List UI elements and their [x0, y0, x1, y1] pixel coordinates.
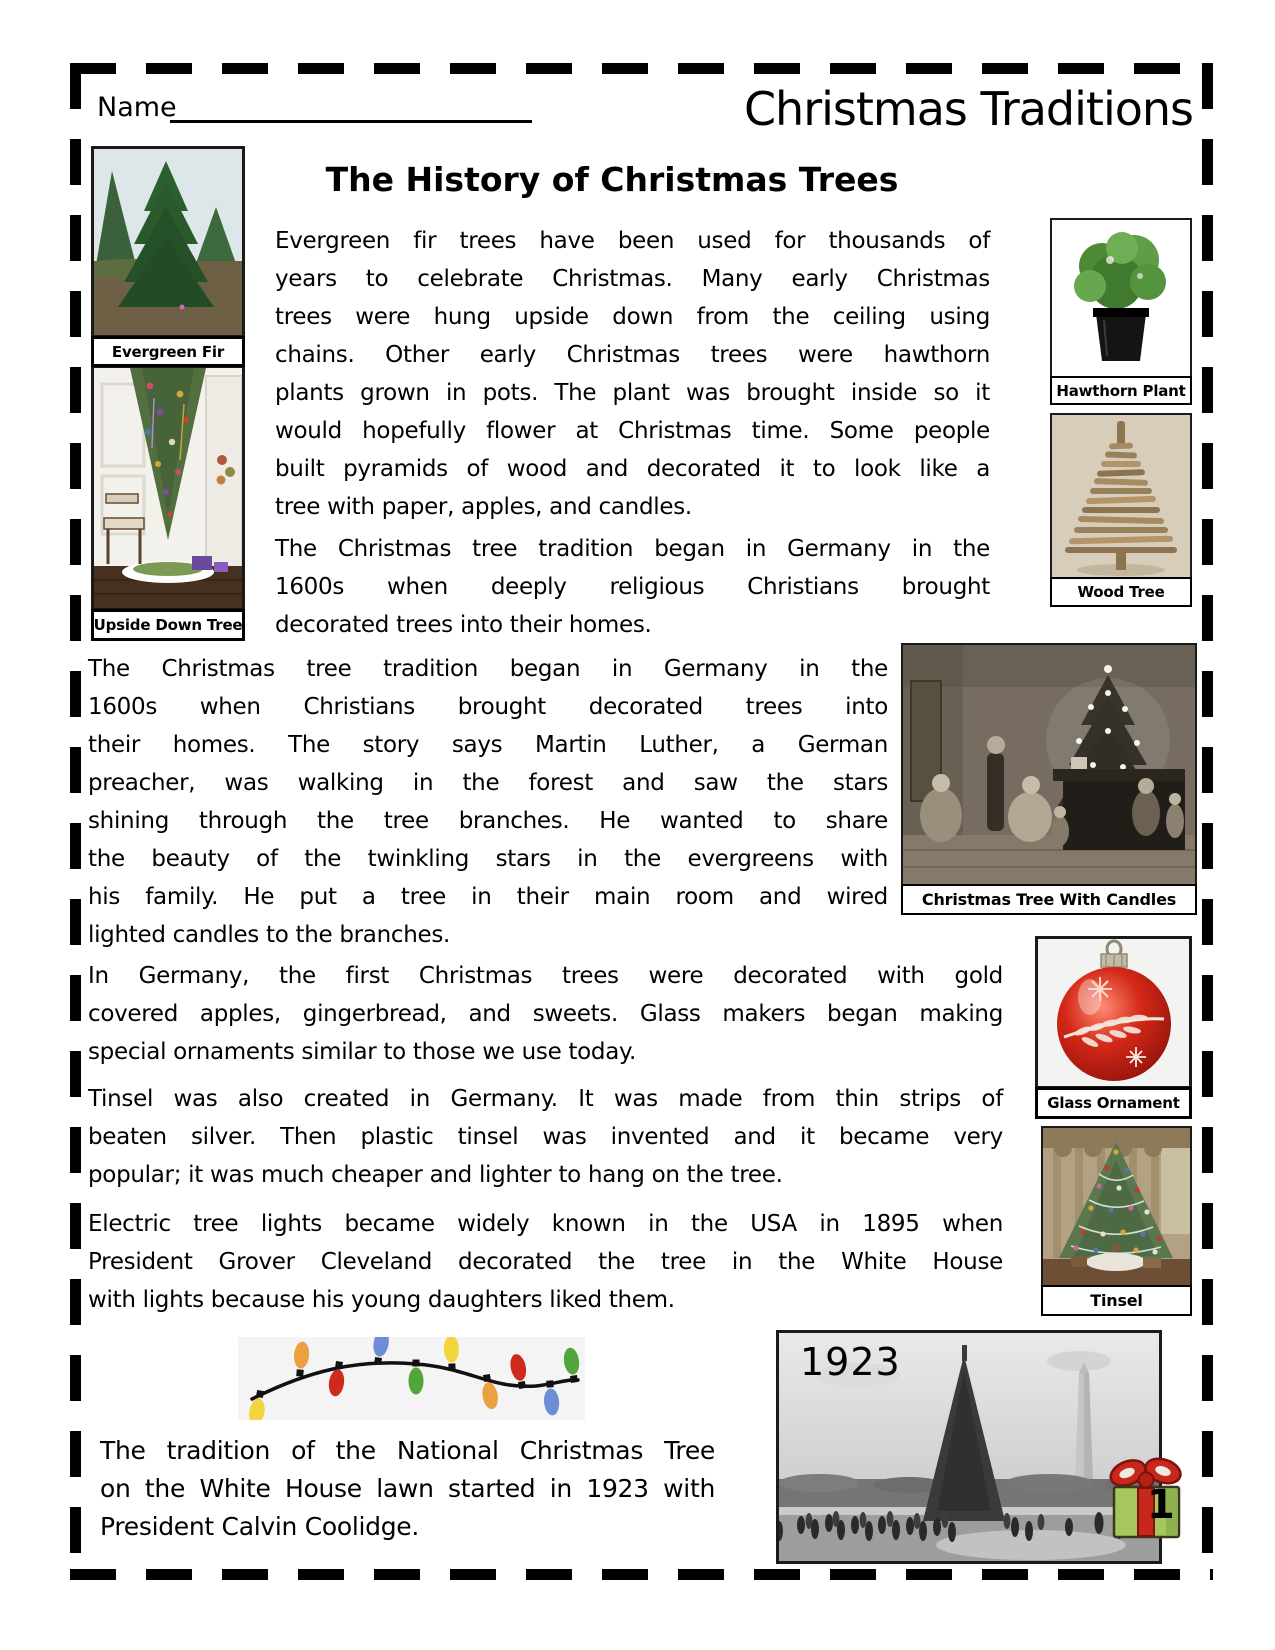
evergreen-fir-caption: Evergreen Fir [91, 336, 245, 367]
upside-down-tree-photo [91, 365, 245, 611]
hawthorn-plant-photo [1050, 218, 1192, 378]
photo-year-label: 1923 [800, 1340, 901, 1384]
dashed-border-bottom [70, 1569, 1213, 1580]
hawthorn-plant-caption: Hawthorn Plant [1050, 376, 1192, 405]
tinsel-caption: Tinsel [1041, 1285, 1192, 1316]
tree-with-candles-photo [901, 643, 1197, 886]
name-label: Name [97, 92, 177, 123]
wood-tree-caption: Wood Tree [1050, 577, 1192, 607]
glass-ornament-caption: Glass Ornament [1035, 1087, 1192, 1119]
paragraph-electric-lights: Electric tree lights became widely known in the USA in 1895 when President Grover Cleveland decorated the tree in the White House with lights because his young daughters liked them. [88, 1211, 1003, 1313]
glass-ornament-photo [1035, 936, 1192, 1089]
paragraph-national-tree: The tradition of the National Christmas Tree on the White House lawn started in 1923 with President Calvin Coolidge. [100, 1436, 715, 1541]
string-lights-image [238, 1337, 585, 1420]
article-heading: The History of Christmas Trees [325, 160, 899, 199]
dashed-border-top [70, 63, 1213, 74]
page-number: 1 [1147, 1482, 1175, 1528]
paragraph-martin-luther: The Christmas tree tradition began in Germany in the 1600s when Christians brought decorated trees into their homes. The story says Martin Luther, a German preacher, was walking in the forest and saw the stars shining through the tree branches. He wanted to share the beauty of the twinkling stars in the evergreens with his family. He put a tree in their main room and wired lighted candles to the branches. [88, 656, 888, 948]
paragraph-germany-tradition: The Christmas tree tradition began in Germany in the 1600s when deeply religious Christians brought decorated trees into their homes. [275, 536, 990, 638]
evergreen-fir-photo [91, 146, 245, 338]
page-title: Christmas Traditions [743, 82, 1193, 136]
paragraph-ornaments: In Germany, the first Christmas trees were decorated with gold covered apples, gingerbread, and sweets. Glass makers began making special ornaments similar to those we use today. [88, 963, 1003, 1065]
wood-tree-photo [1050, 413, 1192, 579]
tree-with-candles-caption: Christmas Tree With Candles [901, 884, 1197, 915]
dashed-border-right [1202, 63, 1213, 1580]
name-blank-line [170, 90, 532, 123]
upside-down-tree-caption: Upside Down Tree [91, 609, 245, 641]
tinsel-photo [1041, 1126, 1192, 1287]
dashed-border-left [70, 63, 81, 1580]
paragraph-evergreen-history: Evergreen fir trees have been used for thousands of years to celebrate Christmas. Many early Christmas trees were hung upside down from the ceiling using chains. Other early Christmas trees were hawthorn plants grown in pots. The plant was brought inside so it would hopefully flower at Christmas time. Some people built pyramids of wood and decorated it to look like a tree with paper, apples, and candles. [275, 228, 990, 520]
paragraph-tinsel: Tinsel was also created in Germany. It was made from thin strips of beaten silver. Then plastic tinsel was invented and it became very popular; it was much cheaper and lighter to hang on the tree. [88, 1086, 1003, 1188]
